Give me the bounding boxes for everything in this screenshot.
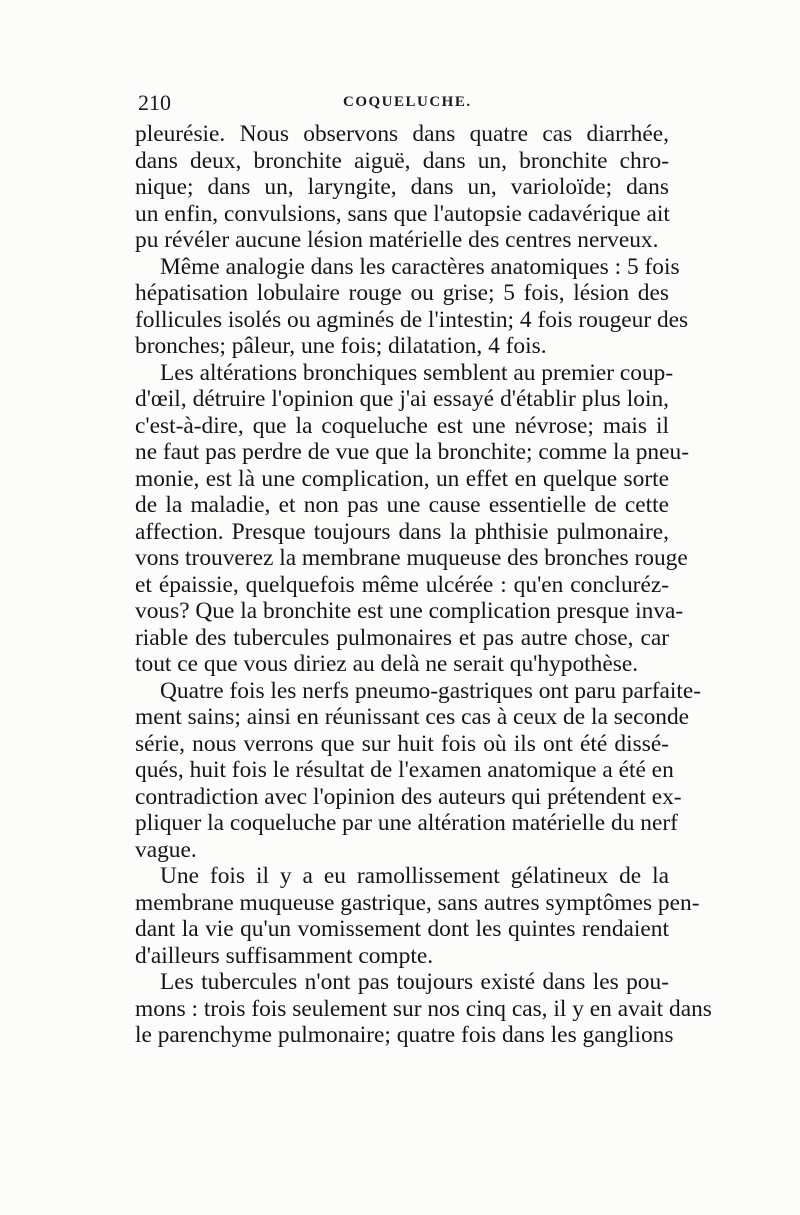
text-line: série, nous verrons que sur huit fois où ils ont été dissé- — [135, 730, 669, 757]
text-line: bronches; pâleur, une fois; dilatation, 4 fois. — [135, 333, 547, 359]
text-line: nique; dans un, laryngite, dans un, varioloïde; dans — [135, 174, 669, 200]
text-line: le parenchyme pulmonaire; quatre fois dans les ganglions — [135, 1022, 674, 1048]
text-line: Même analogie dans les caractères anatomiques : 5 fois — [160, 253, 680, 280]
text-line: contradiction avec l'opinion des auteurs qui prétendent ex- — [135, 783, 682, 810]
text-line: dans deux, bronchite aiguë, dans un, bronchite chro- — [135, 147, 669, 174]
text-line: Les tubercules n'ont pas toujours existé dans les pou- — [160, 969, 669, 995]
text-line: membrane muqueuse gastrique, sans autres symptômes pen- — [135, 889, 700, 916]
text-line: tout ce que vous diriez au delà ne serait qu'hypothèse. — [135, 651, 639, 677]
page-number: 210 — [138, 90, 171, 115]
text-line: vague. — [135, 836, 197, 863]
text-line: pliquer la coqueluche par une altération matérielle du nerf — [135, 810, 678, 836]
text-line: pleurésie. Nous observons dans quatre cas diarrhée, — [135, 121, 669, 147]
text-line: mons : trois fois seulement sur nos cinq cas, il y en avait dans — [135, 995, 712, 1022]
body-text — [135, 121, 712, 1049]
text-line: vons trouverez la membrane muqueuse des bronches rouge — [135, 545, 688, 571]
text-line: c'est-à-dire, que la coqueluche est une névrose; mais il — [135, 412, 669, 439]
text-line: Une fois il y a eu ramollissement gélatineux de la — [160, 863, 669, 889]
text-line: d'œil, détruire l'opinion que j'ai essayé d'établir plus loin, — [135, 386, 669, 412]
text-line: follicules isolés ou agminés de l'intestin; 4 fois rougeur des — [135, 306, 689, 333]
text-line: un enfin, convulsions, sans que l'autopsie cadavérique ait — [135, 200, 670, 227]
text-line: Les altérations bronchiques semblent au premier coup- — [160, 359, 674, 386]
text-line: affection. Presque toujours dans la phthisie pulmonaire, — [135, 518, 669, 545]
text-line: monie, est là une complication, un effet en quelque sorte — [135, 465, 669, 492]
text-line: d'ailleurs suffisamment compte. — [135, 942, 434, 969]
text-line: dant la vie qu'un vomissement dont les quintes rendaient — [135, 916, 669, 942]
text-line: pu révéler aucune lésion matérielle des centres nerveux. — [135, 227, 659, 253]
text-line: qués, huit fois le résultat de l'examen anatomique a été en — [135, 757, 674, 783]
running-head: COQUELUCHE. — [343, 94, 472, 110]
text-line: et épaissie, quelquefois même ulcérée : qu'en concluréz- — [135, 571, 669, 598]
text-line: de la maladie, et non pas une cause essentielle de cette — [135, 492, 669, 518]
text-line: riable des tubercules pulmonaires et pas autre chose, car — [135, 624, 669, 651]
text-line: vous? Que la bronchite est une complication presque inva- — [135, 598, 684, 624]
text-line: Quatre fois les nerfs pneumo-gastriques ont paru parfaite- — [160, 677, 702, 704]
page-header — [138, 88, 668, 118]
text-line: ment sains; ainsi en réunissant ces cas à ceux de la seconde — [135, 704, 690, 730]
text-line: hépatisation lobulaire rouge ou grise; 5 fois, lésion des — [135, 280, 669, 306]
text-line: ne faut pas perdre de vue que la bronchite; comme la pneu- — [135, 439, 689, 465]
